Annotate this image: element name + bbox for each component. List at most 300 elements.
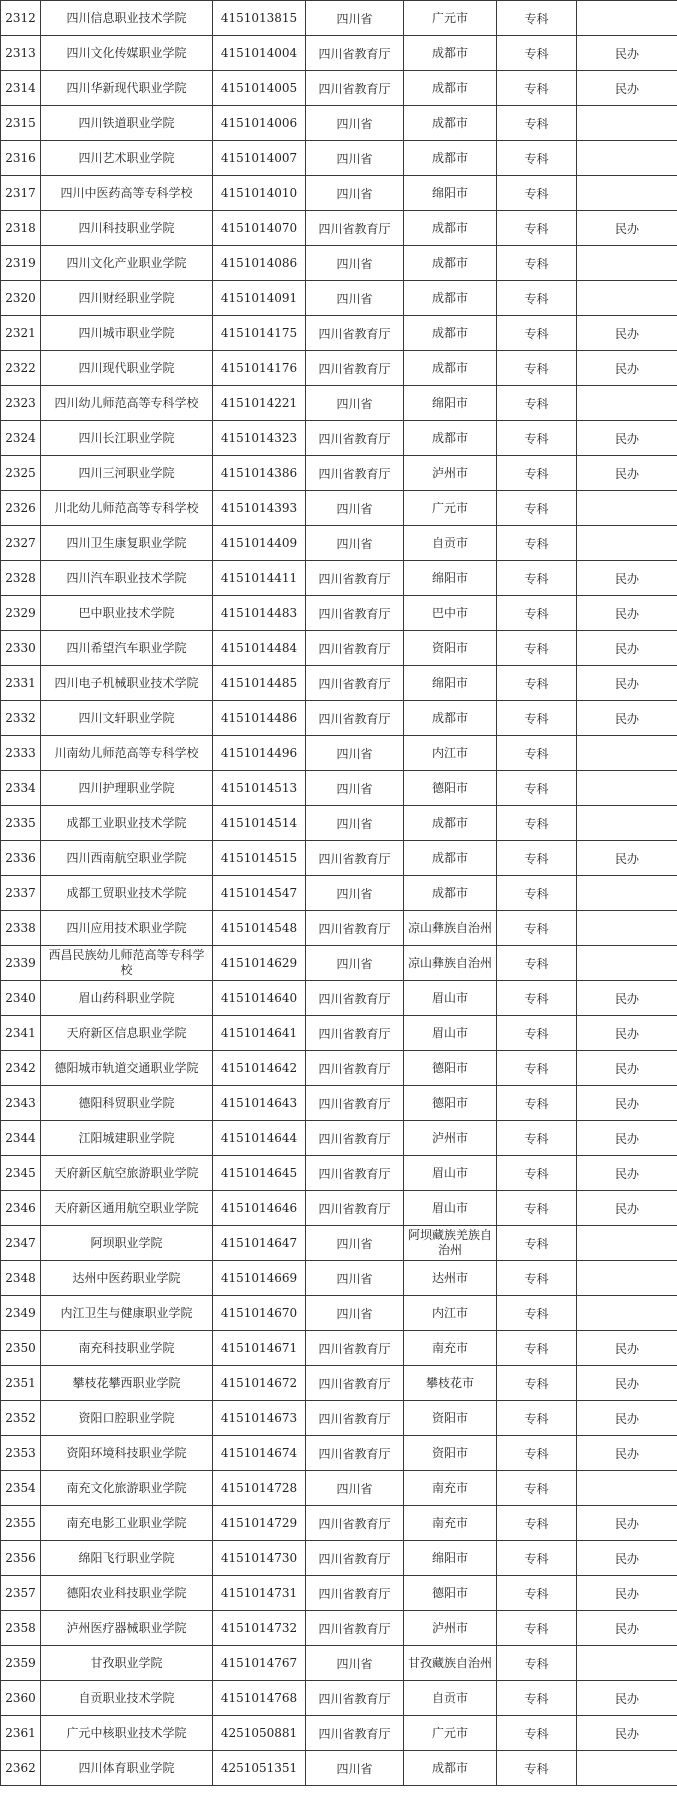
school-name: 四川西南航空职业学院	[41, 841, 213, 876]
school-code: 4151014323	[213, 421, 306, 456]
location-city: 甘孜藏族自治州	[404, 1646, 497, 1681]
row-number: 2319	[1, 246, 41, 281]
school-code: 4151014629	[213, 946, 306, 981]
supervising-department: 四川省	[306, 736, 404, 771]
school-code: 4151014548	[213, 911, 306, 946]
education-level: 专科	[497, 771, 577, 806]
location-city: 成都市	[404, 141, 497, 176]
table-row	[1, 1051, 677, 1086]
location-city: 成都市	[404, 246, 497, 281]
supervising-department: 四川省	[306, 806, 404, 841]
location-city: 成都市	[404, 421, 497, 456]
table-row	[1, 911, 677, 946]
education-level: 专科	[497, 1576, 577, 1611]
school-code: 4151014086	[213, 246, 306, 281]
table-row	[1, 491, 677, 526]
school-name: 四川卫生康复职业学院	[41, 526, 213, 561]
row-number: 2345	[1, 1156, 41, 1191]
table-row	[1, 141, 677, 176]
education-level: 专科	[497, 71, 577, 106]
school-code: 4151014006	[213, 106, 306, 141]
ownership-type	[577, 491, 677, 526]
table-row	[1, 1016, 677, 1051]
table-row	[1, 1646, 677, 1681]
school-name: 南充文化旅游职业学院	[41, 1471, 213, 1506]
row-number: 2332	[1, 701, 41, 736]
ownership-type	[577, 806, 677, 841]
education-level: 专科	[497, 351, 577, 386]
education-level: 专科	[497, 1436, 577, 1471]
ownership-type	[577, 1226, 677, 1261]
supervising-department: 四川省教育厅	[306, 1436, 404, 1471]
supervising-department: 四川省	[306, 106, 404, 141]
row-number: 2313	[1, 36, 41, 71]
school-name: 资阳环境科技职业学院	[41, 1436, 213, 1471]
education-level: 专科	[497, 1226, 577, 1261]
school-code: 4151014730	[213, 1541, 306, 1576]
table-row	[1, 36, 677, 71]
location-city: 南充市	[404, 1331, 497, 1366]
ownership-type	[577, 246, 677, 281]
location-city: 自贡市	[404, 526, 497, 561]
supervising-department: 四川省	[306, 141, 404, 176]
location-city: 成都市	[404, 211, 497, 246]
school-name: 德阳科贸职业学院	[41, 1086, 213, 1121]
supervising-department: 四川省教育厅	[306, 421, 404, 456]
location-city: 资阳市	[404, 631, 497, 666]
ownership-type: 民办	[577, 841, 677, 876]
location-city: 凉山彝族自治州	[404, 911, 497, 946]
supervising-department: 四川省	[306, 946, 404, 981]
table-row	[1, 596, 677, 631]
school-name: 自贡职业技术学院	[41, 1681, 213, 1716]
ownership-type: 民办	[577, 1121, 677, 1156]
supervising-department: 四川省教育厅	[306, 631, 404, 666]
supervising-department: 四川省	[306, 281, 404, 316]
row-number: 2350	[1, 1331, 41, 1366]
education-level: 专科	[497, 1716, 577, 1751]
ownership-type: 民办	[577, 1576, 677, 1611]
ownership-type: 民办	[577, 1331, 677, 1366]
school-code: 4151013815	[213, 1, 306, 36]
education-level: 专科	[497, 386, 577, 421]
school-name: 甘孜职业学院	[41, 1646, 213, 1681]
table-row	[1, 246, 677, 281]
school-code: 4151014646	[213, 1191, 306, 1226]
school-code: 4151014671	[213, 1331, 306, 1366]
education-level: 专科	[497, 911, 577, 946]
education-level: 专科	[497, 1366, 577, 1401]
supervising-department: 四川省	[306, 1646, 404, 1681]
school-name: 川南幼儿师范高等专科学校	[41, 736, 213, 771]
education-level: 专科	[497, 106, 577, 141]
location-city: 绵阳市	[404, 1541, 497, 1576]
row-number: 2352	[1, 1401, 41, 1436]
school-name: 南充科技职业学院	[41, 1331, 213, 1366]
row-number: 2334	[1, 771, 41, 806]
table-row	[1, 841, 677, 876]
supervising-department: 四川省	[306, 1261, 404, 1296]
row-number: 2338	[1, 911, 41, 946]
school-code: 4151014483	[213, 596, 306, 631]
school-code: 4151014729	[213, 1506, 306, 1541]
location-city: 成都市	[404, 351, 497, 386]
row-number: 2360	[1, 1681, 41, 1716]
ownership-type	[577, 176, 677, 211]
row-number: 2318	[1, 211, 41, 246]
row-number: 2348	[1, 1261, 41, 1296]
education-level: 专科	[497, 1471, 577, 1506]
ownership-type	[577, 946, 677, 981]
location-city: 内江市	[404, 736, 497, 771]
table-row	[1, 1681, 677, 1716]
row-number: 2316	[1, 141, 41, 176]
school-name: 四川幼儿师范高等专科学校	[41, 386, 213, 421]
table-row	[1, 1576, 677, 1611]
table-row	[1, 1296, 677, 1331]
school-code: 4151014642	[213, 1051, 306, 1086]
education-level: 专科	[497, 281, 577, 316]
ownership-type: 民办	[577, 1506, 677, 1541]
location-city: 成都市	[404, 701, 497, 736]
location-city: 自贡市	[404, 1681, 497, 1716]
table-row	[1, 1366, 677, 1401]
table-row	[1, 1716, 677, 1751]
table-row	[1, 351, 677, 386]
ownership-type: 民办	[577, 1016, 677, 1051]
ownership-type	[577, 1, 677, 36]
row-number: 2361	[1, 1716, 41, 1751]
school-code: 4151014647	[213, 1226, 306, 1261]
school-name: 广元中核职业技术学院	[41, 1716, 213, 1751]
location-city: 南充市	[404, 1471, 497, 1506]
ownership-type	[577, 1471, 677, 1506]
school-name: 四川文化产业职业学院	[41, 246, 213, 281]
school-name: 天府新区航空旅游职业学院	[41, 1156, 213, 1191]
supervising-department: 四川省教育厅	[306, 666, 404, 701]
school-name: 四川艺术职业学院	[41, 141, 213, 176]
school-name: 四川信息职业技术学院	[41, 1, 213, 36]
location-city: 绵阳市	[404, 666, 497, 701]
row-number: 2320	[1, 281, 41, 316]
location-city: 成都市	[404, 71, 497, 106]
school-name: 四川科技职业学院	[41, 211, 213, 246]
school-name: 四川城市职业学院	[41, 316, 213, 351]
ownership-type: 民办	[577, 211, 677, 246]
school-name: 四川文轩职业学院	[41, 701, 213, 736]
supervising-department: 四川省教育厅	[306, 1016, 404, 1051]
table-row	[1, 1436, 677, 1471]
ownership-type: 民办	[577, 351, 677, 386]
school-code: 4151014393	[213, 491, 306, 526]
school-code: 4151014645	[213, 1156, 306, 1191]
school-name: 天府新区通用航空职业学院	[41, 1191, 213, 1226]
location-city: 攀枝花市	[404, 1366, 497, 1401]
row-number: 2337	[1, 876, 41, 911]
ownership-type: 民办	[577, 981, 677, 1016]
supervising-department: 四川省	[306, 771, 404, 806]
supervising-department: 四川省教育厅	[306, 1506, 404, 1541]
ownership-type	[577, 1296, 677, 1331]
school-name: 资阳口腔职业学院	[41, 1401, 213, 1436]
row-number: 2335	[1, 806, 41, 841]
supervising-department: 四川省	[306, 1226, 404, 1261]
school-name: 四川现代职业学院	[41, 351, 213, 386]
school-code: 4151014640	[213, 981, 306, 1016]
table-row	[1, 561, 677, 596]
ownership-type: 民办	[577, 456, 677, 491]
location-city: 德阳市	[404, 1086, 497, 1121]
supervising-department: 四川省教育厅	[306, 1331, 404, 1366]
school-code: 4151014767	[213, 1646, 306, 1681]
school-code: 4151014514	[213, 806, 306, 841]
table-row	[1, 456, 677, 491]
ownership-type	[577, 106, 677, 141]
location-city: 资阳市	[404, 1436, 497, 1471]
school-name: 成都工业职业技术学院	[41, 806, 213, 841]
ownership-type	[577, 736, 677, 771]
location-city: 南充市	[404, 1506, 497, 1541]
school-code: 4151014409	[213, 526, 306, 561]
location-city: 德阳市	[404, 771, 497, 806]
location-city: 成都市	[404, 841, 497, 876]
school-code: 4151014175	[213, 316, 306, 351]
ownership-type: 民办	[577, 421, 677, 456]
school-name: 四川护理职业学院	[41, 771, 213, 806]
school-code: 4151014005	[213, 71, 306, 106]
table-row	[1, 876, 677, 911]
ownership-type: 民办	[577, 1611, 677, 1646]
location-city: 绵阳市	[404, 176, 497, 211]
supervising-department: 四川省	[306, 1, 404, 36]
education-level: 专科	[497, 1506, 577, 1541]
row-number: 2354	[1, 1471, 41, 1506]
education-level: 专科	[497, 946, 577, 981]
supervising-department: 四川省教育厅	[306, 561, 404, 596]
location-city: 泸州市	[404, 1121, 497, 1156]
table-row	[1, 1541, 677, 1576]
table-row	[1, 981, 677, 1016]
row-number: 2328	[1, 561, 41, 596]
row-number: 2339	[1, 946, 41, 981]
row-number: 2324	[1, 421, 41, 456]
education-level: 专科	[497, 36, 577, 71]
school-code: 4151014672	[213, 1366, 306, 1401]
school-name: 四川体育职业学院	[41, 1751, 213, 1786]
supervising-department: 四川省	[306, 491, 404, 526]
location-city: 内江市	[404, 1296, 497, 1331]
location-city: 绵阳市	[404, 386, 497, 421]
ownership-type: 民办	[577, 1156, 677, 1191]
row-number: 2315	[1, 106, 41, 141]
education-level: 专科	[497, 316, 577, 351]
school-code: 4151014070	[213, 211, 306, 246]
ownership-type	[577, 386, 677, 421]
school-code: 4151014644	[213, 1121, 306, 1156]
location-city: 成都市	[404, 106, 497, 141]
supervising-department: 四川省教育厅	[306, 211, 404, 246]
school-code: 4151014673	[213, 1401, 306, 1436]
table-row	[1, 1401, 677, 1436]
location-city: 眉山市	[404, 1191, 497, 1226]
education-level: 专科	[497, 666, 577, 701]
school-code: 4151014486	[213, 701, 306, 736]
ownership-type: 民办	[577, 1541, 677, 1576]
row-number: 2359	[1, 1646, 41, 1681]
row-number: 2323	[1, 386, 41, 421]
school-name: 四川汽车职业技术学院	[41, 561, 213, 596]
ownership-type	[577, 141, 677, 176]
school-name: 天府新区信息职业学院	[41, 1016, 213, 1051]
education-level: 专科	[497, 631, 577, 666]
education-level: 专科	[497, 1681, 577, 1716]
school-name: 川北幼儿师范高等专科学校	[41, 491, 213, 526]
table-row	[1, 666, 677, 701]
supervising-department: 四川省教育厅	[306, 981, 404, 1016]
location-city: 达州市	[404, 1261, 497, 1296]
supervising-department: 四川省教育厅	[306, 1086, 404, 1121]
row-number: 2330	[1, 631, 41, 666]
supervising-department: 四川省	[306, 176, 404, 211]
education-level: 专科	[497, 1121, 577, 1156]
supervising-department: 四川省教育厅	[306, 1366, 404, 1401]
education-level: 专科	[497, 1611, 577, 1646]
school-name: 四川希望汽车职业学院	[41, 631, 213, 666]
table-row	[1, 701, 677, 736]
ownership-type: 民办	[577, 1401, 677, 1436]
education-level: 专科	[497, 1541, 577, 1576]
row-number: 2326	[1, 491, 41, 526]
education-level: 专科	[497, 561, 577, 596]
education-level: 专科	[497, 841, 577, 876]
row-number: 2358	[1, 1611, 41, 1646]
location-city: 眉山市	[404, 1156, 497, 1191]
ownership-type: 民办	[577, 701, 677, 736]
table-row	[1, 211, 677, 246]
school-name: 四川铁道职业学院	[41, 106, 213, 141]
school-code: 4151014513	[213, 771, 306, 806]
education-level: 专科	[497, 1191, 577, 1226]
location-city: 成都市	[404, 316, 497, 351]
supervising-department: 四川省教育厅	[306, 1121, 404, 1156]
ownership-type	[577, 1646, 677, 1681]
school-list-body	[1, 1, 677, 1786]
location-city: 德阳市	[404, 1051, 497, 1086]
education-level: 专科	[497, 1401, 577, 1436]
row-number: 2327	[1, 526, 41, 561]
supervising-department: 四川省	[306, 246, 404, 281]
school-name: 西昌民族幼儿师范高等专科学校	[41, 946, 213, 981]
school-code: 4151014674	[213, 1436, 306, 1471]
table-row	[1, 421, 677, 456]
table-row	[1, 946, 677, 981]
school-code: 4151014643	[213, 1086, 306, 1121]
education-level: 专科	[497, 246, 577, 281]
ownership-type: 民办	[577, 1436, 677, 1471]
school-code: 4151014731	[213, 1576, 306, 1611]
row-number: 2356	[1, 1541, 41, 1576]
supervising-department: 四川省	[306, 876, 404, 911]
education-level: 专科	[497, 1086, 577, 1121]
table-row	[1, 1611, 677, 1646]
row-number: 2351	[1, 1366, 41, 1401]
location-city: 巴中市	[404, 596, 497, 631]
row-number: 2357	[1, 1576, 41, 1611]
location-city: 成都市	[404, 281, 497, 316]
row-number: 2325	[1, 456, 41, 491]
supervising-department: 四川省	[306, 1751, 404, 1786]
table-row	[1, 1191, 677, 1226]
education-level: 专科	[497, 1, 577, 36]
ownership-type: 民办	[577, 71, 677, 106]
location-city: 成都市	[404, 1751, 497, 1786]
row-number: 2353	[1, 1436, 41, 1471]
row-number: 2312	[1, 1, 41, 36]
education-level: 专科	[497, 491, 577, 526]
education-level: 专科	[497, 981, 577, 1016]
location-city: 资阳市	[404, 1401, 497, 1436]
school-name: 德阳农业科技职业学院	[41, 1576, 213, 1611]
supervising-department: 四川省教育厅	[306, 316, 404, 351]
ownership-type: 民办	[577, 631, 677, 666]
table-row	[1, 106, 677, 141]
supervising-department: 四川省教育厅	[306, 1401, 404, 1436]
table-row	[1, 1331, 677, 1366]
supervising-department: 四川省	[306, 526, 404, 561]
table-row	[1, 176, 677, 211]
education-level: 专科	[497, 456, 577, 491]
table-row	[1, 71, 677, 106]
school-code: 4151014768	[213, 1681, 306, 1716]
table-row	[1, 736, 677, 771]
school-code: 4151014484	[213, 631, 306, 666]
school-code: 4151014007	[213, 141, 306, 176]
education-level: 专科	[497, 211, 577, 246]
education-level: 专科	[497, 1331, 577, 1366]
row-number: 2362	[1, 1751, 41, 1786]
school-code: 4151014411	[213, 561, 306, 596]
ownership-type: 民办	[577, 316, 677, 351]
row-number: 2355	[1, 1506, 41, 1541]
school-name: 江阳城建职业学院	[41, 1121, 213, 1156]
row-number: 2341	[1, 1016, 41, 1051]
table-row	[1, 1, 677, 36]
ownership-type	[577, 1751, 677, 1786]
school-code: 4151014221	[213, 386, 306, 421]
education-level: 专科	[497, 1156, 577, 1191]
location-city: 成都市	[404, 876, 497, 911]
school-name: 达州中医药职业学院	[41, 1261, 213, 1296]
ownership-type	[577, 911, 677, 946]
education-level: 专科	[497, 141, 577, 176]
supervising-department: 四川省教育厅	[306, 701, 404, 736]
school-code: 4151014010	[213, 176, 306, 211]
education-level: 专科	[497, 1016, 577, 1051]
school-name: 南充电影工业职业学院	[41, 1506, 213, 1541]
row-number: 2329	[1, 596, 41, 631]
ownership-type: 民办	[577, 1716, 677, 1751]
supervising-department: 四川省	[306, 1471, 404, 1506]
row-number: 2314	[1, 71, 41, 106]
supervising-department: 四川省教育厅	[306, 1191, 404, 1226]
school-name: 巴中职业技术学院	[41, 596, 213, 631]
location-city: 德阳市	[404, 1576, 497, 1611]
education-level: 专科	[497, 806, 577, 841]
ownership-type: 民办	[577, 561, 677, 596]
row-number: 2340	[1, 981, 41, 1016]
school-name: 眉山药科职业学院	[41, 981, 213, 1016]
row-number: 2322	[1, 351, 41, 386]
